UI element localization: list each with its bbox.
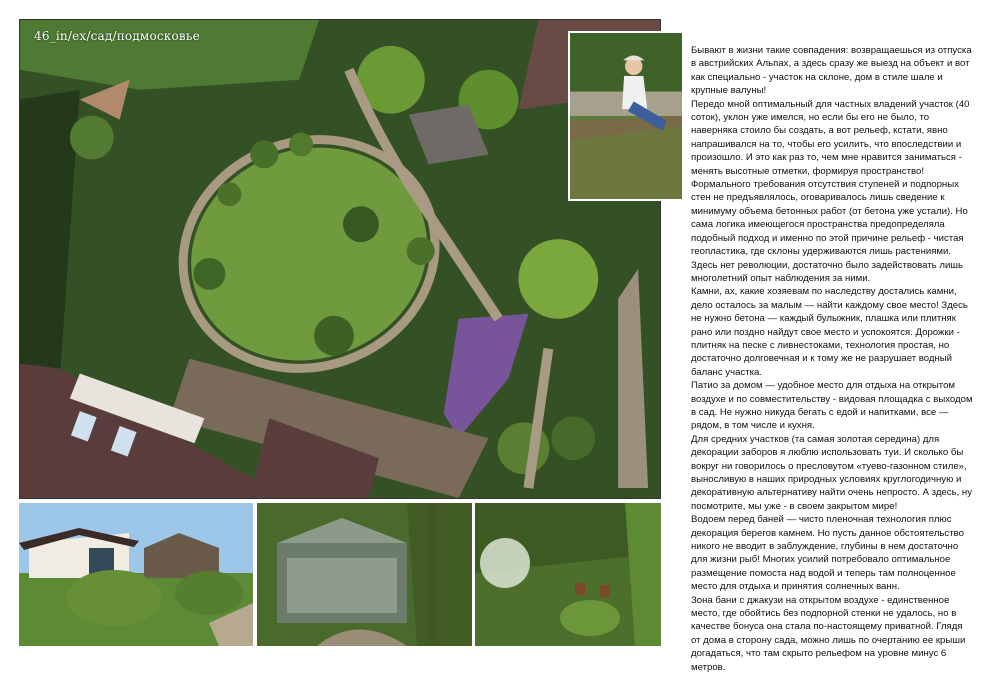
garden-seating-photo: [475, 503, 661, 646]
paragraph-7: Водоем перед баней — чисто пленочная технология плюс декорация берегов камнем. Но пусть данное обстоятельство никого не вводит в заблуждение, глубины в нем достаточно для жизни рыб! Многих усилий потребовало оптимальное размещение помоста над водой и теперь там полноценное место для отдыха и принятия солнечных ванн.: [691, 514, 964, 593]
paragraph-5: Патио за домом — удобное место для отдыха на открытом воздухе и по совместительству - видовая площадка с выходом в сад. Не нужно никуда бегать с едой и напитками, все — рядом, в том числе и кухня.: [691, 380, 973, 432]
article-text: [691, 44, 974, 674]
page-caption: 46_in/ex/сад/подмосковье: [34, 29, 200, 43]
portrait-photo: [568, 31, 684, 201]
paragraph-3: Формального требования отсутствия ступеней и подпорных стен не предъявлялось, оговаривалось лишь сведение к минимуму объема бетонных работ (от бетона уже устали). Но сама логика имеющегося пространства предопределяла подобный подход и именно по этой причине рельеф - чистая геопластика, где склоны удерживаются лишь растениями. Здесь нет революции, достаточно было задействовать лишь многолетний опыт наблюдения за ними.: [691, 179, 968, 284]
paragraph-1: Бывают в жизни такие совпадения: возвращаешься из отпуска в австрийских Альпах, а здесь сразу же выезд на объект и вот как специально - участок на склоне, дом в стиле шале и крупные валуны!: [691, 45, 972, 97]
house-exterior-photo: [19, 503, 253, 646]
paragraph-6: Для средних участков (та самая золотая середина) для декорации заборов я люблю использовать туи. И сколько бы вокруг ни говорилось о пресловутом «туево-газонном стиле», выносливую в наших природных условиях круглогодичную и декоративную альтернативу найти очень непросто. А здесь, ну посмотрите, мы уже - в своем закрытом мире!: [691, 433, 972, 512]
paragraph-8: Зона бани с джакузи на открытом воздухе - единственное место, где обойтись без подпорной стенки не удалось, но в качестве бонуса она стала по-настоящему приватной. Глядя от дома в сторону сада, можно лишь по очертанию ее крыши догадаться, что там скрыто рельефом на уровне минус 6 метров.: [691, 594, 966, 673]
aerial-garden-photo: [19, 19, 661, 499]
greenhouse-garden-photo: [257, 503, 472, 646]
paragraph-2: Передо мной оптимальный для частных владений участок (40 соток), уклон уже имелся, но если бы его не было, то наверняка стоило бы создать, а вот рельеф, кстати, явно напрашивался на то, чтобы его усилить, что впоследствии и произошло. И это как раз то, чем мне нравится заниматься - менять высотные отметки, формируя пространство!: [691, 98, 970, 177]
paragraph-4: Камни, ах, какие хозяевам по наследству достались камни, дело осталось за малым — найти каждому свое место! Здесь не нужно бетона — каждый булыжник, плашка или плитняк рано или поздно найдут свое место и успокоятся. Дорожки - плитняк на песке с ливнестоками, технология простая, но достаточно долговечная и к тому же не разрушает водный баланс участка.: [691, 286, 968, 378]
